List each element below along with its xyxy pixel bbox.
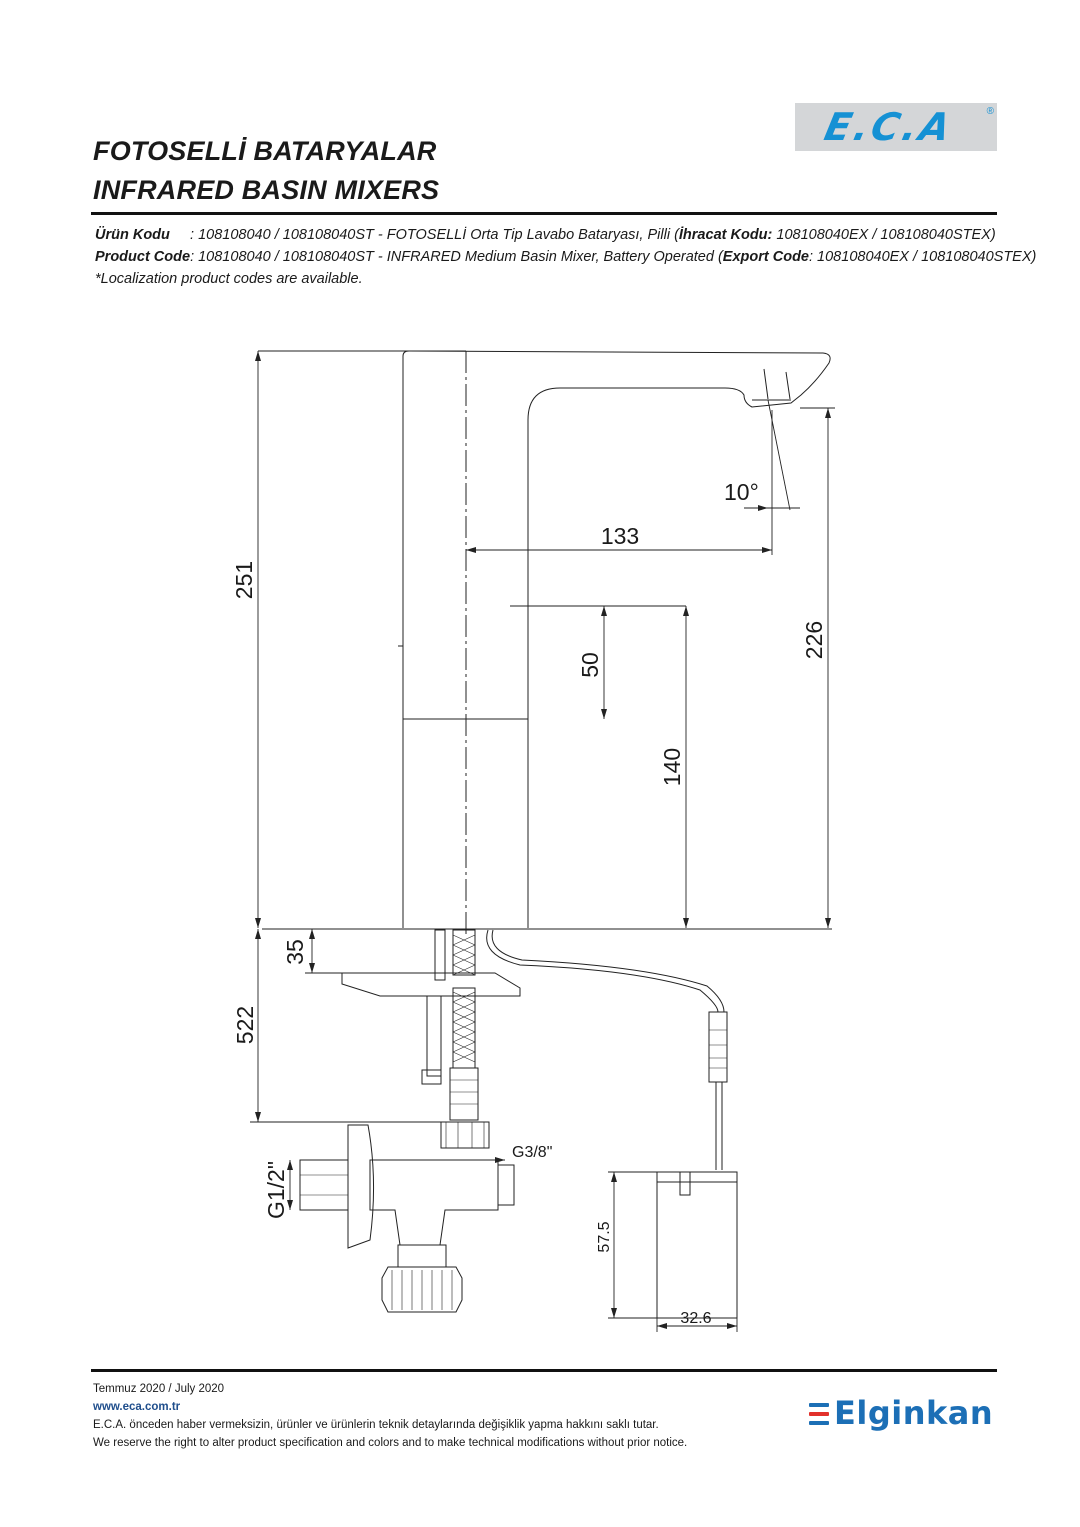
dim-226-label: 226 — [801, 620, 827, 660]
faucet-body — [403, 351, 830, 928]
export-code-en-value: : 108108040EX / 108108040STEX) — [809, 249, 1037, 265]
registered-mark: ® — [986, 106, 994, 117]
valve-inlet-thread — [300, 1160, 348, 1210]
outlet-tip — [764, 369, 790, 399]
footer-divider — [91, 1369, 997, 1372]
product-code-en-value: : 108108040 / 108108040ST - INFRARED Medium Basin Mixer, Battery Operated ( — [190, 249, 723, 265]
cable-connector — [709, 1012, 727, 1082]
braided-hose-lower — [453, 988, 475, 1068]
page-title-en: INFRARED BASIN MIXERS — [93, 175, 440, 205]
dim-133-label: 133 — [600, 523, 640, 549]
dim-g38-label: G3/8" — [512, 1144, 553, 1161]
page-title-tr: FOTOSELLİ BATARYALAR — [93, 136, 437, 166]
localization-note: *Localization product codes are available. — [95, 271, 363, 287]
hose-crimp — [450, 1068, 478, 1120]
brand-bar-middle — [809, 1412, 829, 1416]
product-code-tr-label: Ürün Kodu — [95, 227, 170, 243]
mounting-plate — [342, 973, 520, 996]
footer-date: Temmuz 2020 / July 2020 — [93, 1383, 225, 1395]
dim-522-label: 522 — [232, 1005, 258, 1045]
mount-stud — [427, 996, 441, 1076]
dim-10deg-label: 10° — [724, 479, 759, 505]
elginkan-logo — [806, 1393, 1001, 1437]
sensor-cable — [487, 930, 718, 1012]
dim-10deg-line — [768, 400, 790, 510]
dim-35-label: 35 — [282, 939, 308, 965]
footer-disclaimer-en: We reserve the right to alter product specification and colors and to make technical modifications without prior notice. — [93, 1437, 688, 1449]
footer-disclaimer-tr: E.C.A. önceden haber vermeksizin, ürünler ve ürünlerin teknik detaylarında değişiklik yapma hakkını saklı tutar. — [93, 1419, 659, 1431]
dim-g12-label: G1/2" — [263, 1160, 289, 1220]
elginkan-logo-text: Elginkan — [834, 1394, 994, 1432]
dim-57-5-label: 57.5 — [596, 1221, 613, 1253]
battery-box — [657, 1172, 737, 1318]
mount-nut — [422, 1070, 441, 1084]
product-code-en-label: Product Code — [95, 249, 191, 265]
hose-nut — [441, 1122, 489, 1148]
dim-251-label: 251 — [231, 560, 257, 600]
product-code-tr-value: : 108108040 / 108108040ST - FOTOSELLİ Orta Tip Lavabo Bataryası, Pilli ( — [169, 227, 679, 243]
dim-140-label: 140 — [659, 747, 685, 787]
elginkan-bars-icon — [809, 1403, 829, 1425]
brand-bar-top — [809, 1403, 829, 1407]
brand-bar-bottom — [809, 1421, 829, 1425]
eca-logo-text: E.C.A — [820, 105, 958, 149]
dim-32-6-label: 32.6 — [680, 1310, 712, 1327]
footer-website-link[interactable]: www.eca.com.tr — [93, 1401, 181, 1413]
angle-valve-body — [370, 1160, 498, 1245]
export-code-tr-value: 108108040EX / 108108040STEX) — [772, 227, 996, 243]
export-code-en-label: Export Code — [722, 249, 809, 265]
valve-handle-neck — [398, 1245, 446, 1267]
dim-50-label: 50 — [577, 652, 603, 678]
export-code-tr-label: İhracat Kodu: — [678, 227, 773, 243]
valve-outlet-cap — [498, 1165, 514, 1205]
